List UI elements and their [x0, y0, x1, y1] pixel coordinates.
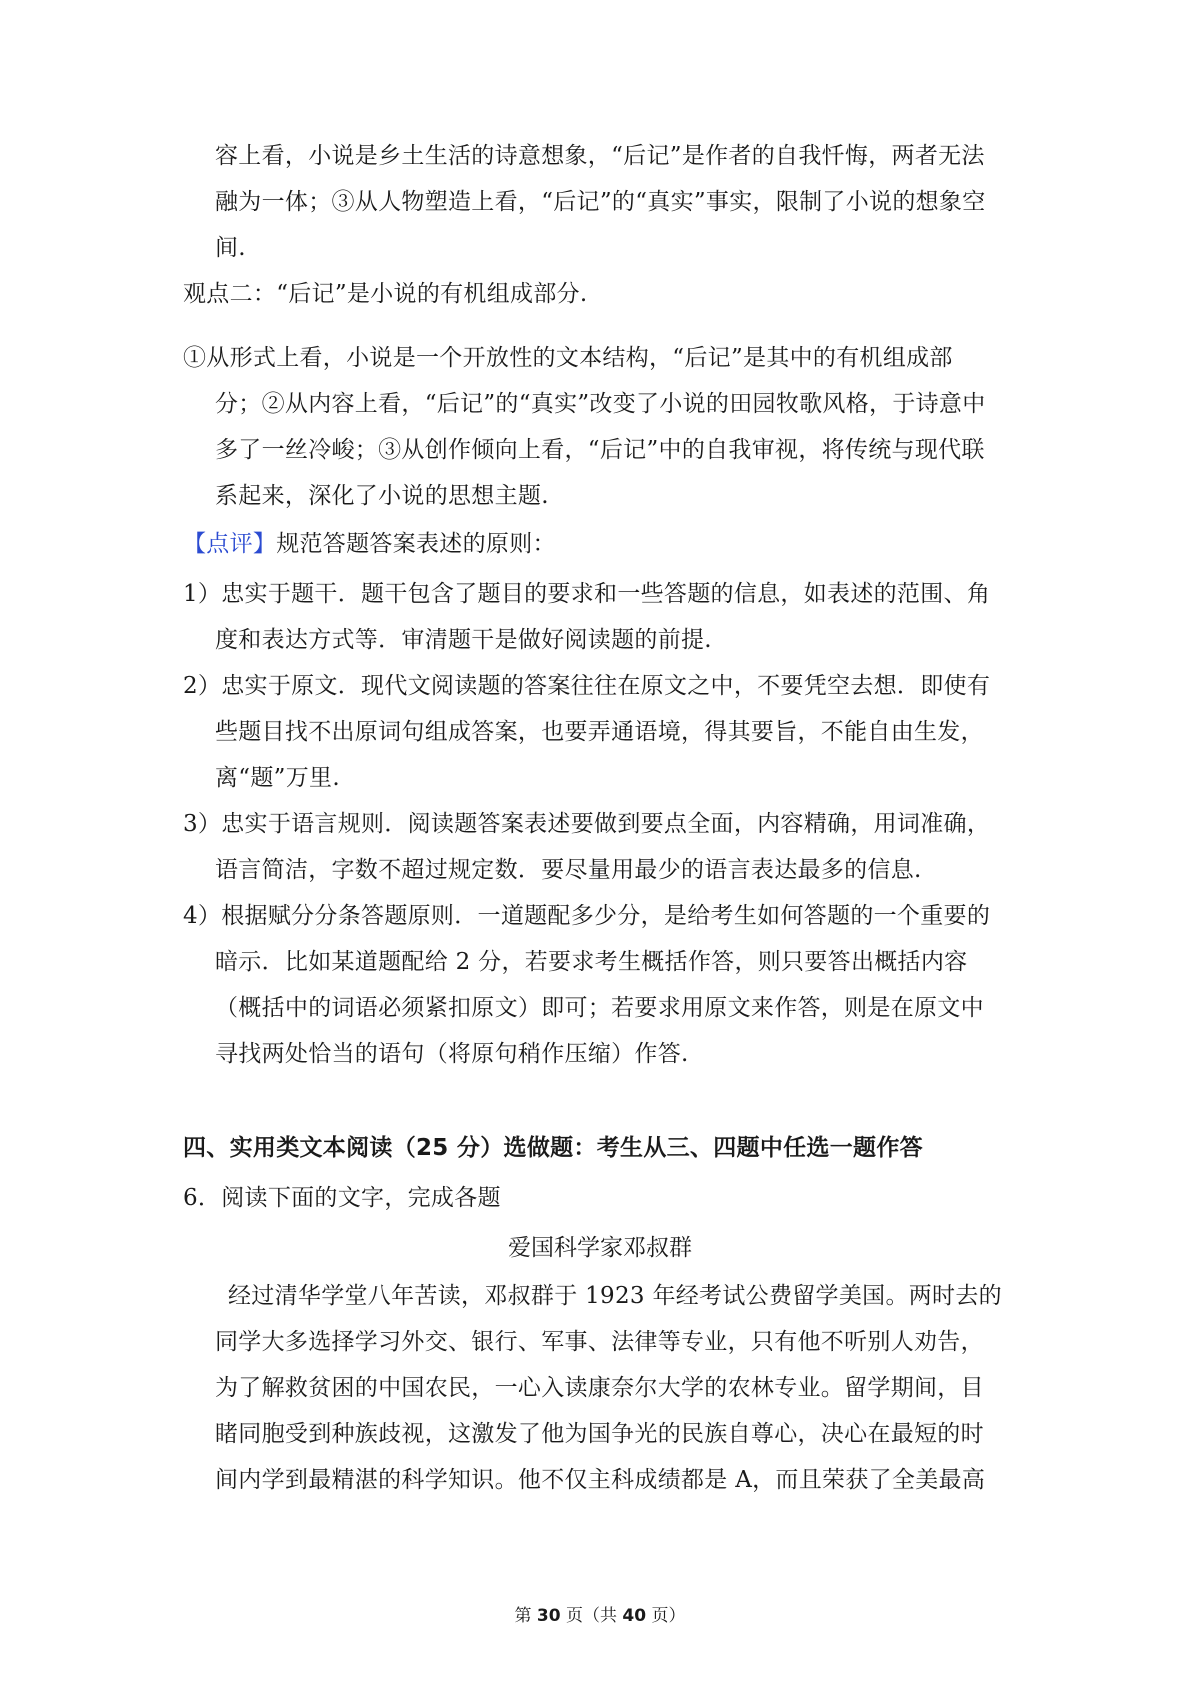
text-line: 经过清华学堂八年苦读，邓叔群于 1923 年经考试公费留学美国。两时去的 — [228, 1283, 1002, 1309]
review-tag: 【点评】 — [183, 531, 277, 557]
text-line: 间. — [215, 235, 246, 261]
text-line: 系起来，深化了小说的思想主题. — [215, 483, 549, 509]
text-line: 同学大多选择学习外交、银行、军事、法律等专业，只有他不听别人劝告， — [215, 1329, 984, 1355]
footer-text: 第 — [514, 1606, 537, 1626]
article-title: 爱国科学家邓叔群 — [508, 1235, 692, 1261]
text-line: 睹同胞受到种族歧视，这激发了他为国争光的民族自尊心，决心在最短的时 — [215, 1421, 984, 1447]
page-footer — [0, 1604, 1200, 1628]
text-line: 些题目找不出原词句组成答案，也要弄通语境，得其要旨，不能自由生发， — [215, 719, 984, 745]
text-line: 为了解救贫困的中国农民，一心入读康奈尔大学的农林专业。留学期间，目 — [215, 1375, 984, 1401]
text-line: 暗示．比如某道题配给 2 分，若要求考生概括作答，则只要答出概括内容 — [215, 949, 968, 975]
review-text: 规范答题答案表述的原则： — [276, 531, 556, 557]
rule-item: 1）忠实于题干．题干包含了题目的要求和一些答题的信息，如表述的范围、角 — [183, 581, 991, 607]
footer-text: 页（共 — [560, 1606, 623, 1626]
page-total: 40 — [622, 1606, 647, 1626]
text-line: 间内学到最精湛的科学知识。他不仅主科成绩都是 A，而且荣获了全美最高 — [215, 1467, 986, 1493]
text-line: 语言简洁，字数不超过规定数．要尽量用最少的语言表达最多的信息. — [215, 857, 922, 883]
rule-item: 3）忠实于语言规则．阅读题答案表述要做到要点全面，内容精确，用词准确， — [183, 811, 991, 837]
footer-text: 页） — [646, 1606, 686, 1626]
text-line: 多了一丝冷峻；③从创作倾向上看，“后记”中的自我审视，将传统与现代联 — [215, 437, 985, 463]
text-line: 融为一体；③从人物塑造上看，“后记”的“真实”事实，限制了小说的想象空 — [215, 189, 986, 215]
question-label: 6．阅读下面的文字，完成各题 — [183, 1185, 501, 1211]
viewpoint-two-title: 观点二：“后记”是小说的有机组成部分. — [183, 281, 588, 307]
review-line — [183, 528, 556, 560]
rule-item: 4）根据赋分分条答题原则．一道题配多少分，是给考生如何答题的一个重要的 — [183, 903, 991, 929]
rule-item: 2）忠实于原文．现代文阅读题的答案往往在原文之中，不要凭空去想．即使有 — [183, 673, 991, 699]
text-line: （概括中的词语必须紧扣原文）即可；若要求用原文来作答，则是在原文中 — [215, 995, 984, 1021]
section-heading: 四、实用类文本阅读（25 分）选做题：考生从三、四题中任选一题作答 — [183, 1135, 923, 1161]
text-line: 离“题”万里. — [215, 765, 340, 791]
text-line: ①从形式上看，小说是一个开放性的文本结构，“后记”是其中的有机组成部 — [183, 345, 953, 371]
page-number: 30 — [536, 1606, 561, 1626]
text-line: 寻找两处恰当的语句（将原句稍作压缩）作答. — [215, 1041, 689, 1067]
text-line: 分；②从内容上看，“后记”的“真实”改变了小说的田园牧歌风格，于诗意中 — [215, 391, 986, 417]
text-line: 容上看，小说是乡土生活的诗意想象，“后记”是作者的自我忏悔，两者无法 — [215, 143, 985, 169]
text-line: 度和表达方式等．审清题干是做好阅读题的前提. — [215, 627, 712, 653]
